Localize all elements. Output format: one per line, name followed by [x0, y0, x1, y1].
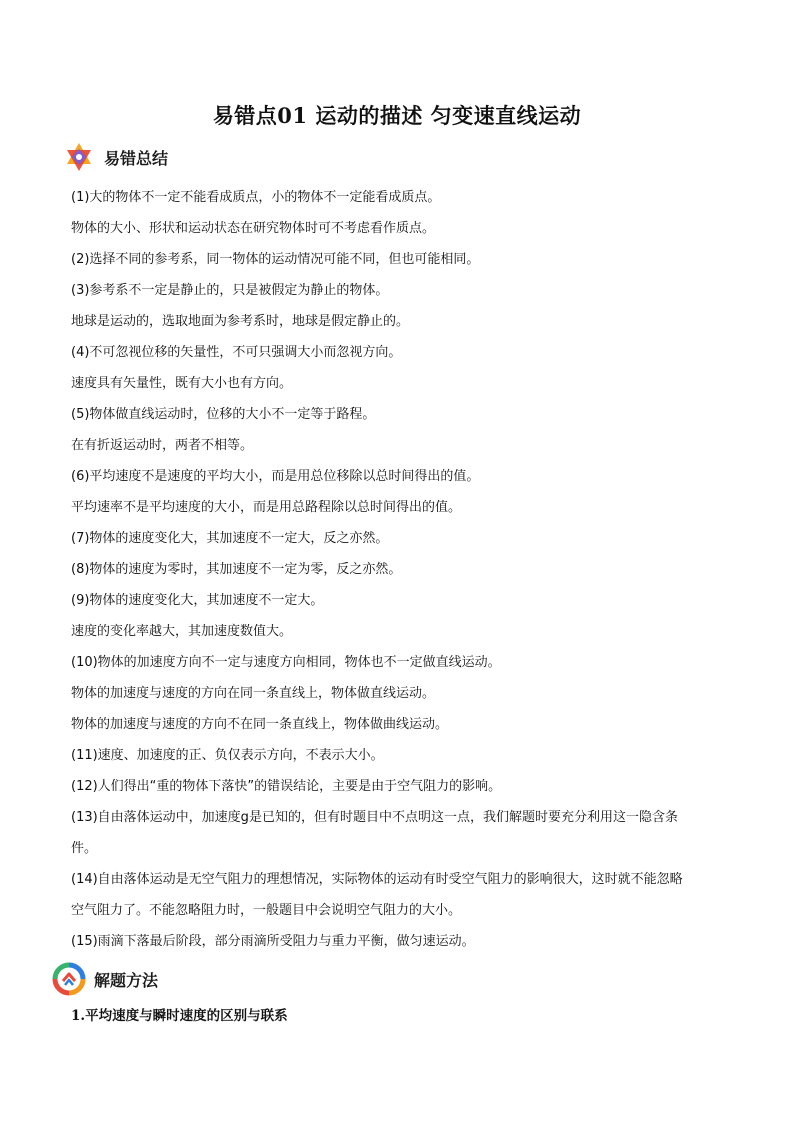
list-item: (10)物体的加速度方向不一定与速度方向相同，物体也不一定做直线运动。	[71, 655, 501, 670]
list-item: 地球是运动的，选取地面为参考系时，地球是假定静止的。	[71, 314, 410, 329]
list-item: (13)自由落体运动中，加速度g是已知的，但有时题目中不点明这一点，我们解题时要充分利用这一隐含条	[71, 810, 678, 825]
list-item: 在有折返运动时，两者不相等。	[71, 438, 254, 453]
list-item: (14)自由落体运动是无空气阻力的理想情况，实际物体的运动有时受空气阻力的影响很大，这时就不能忽略	[71, 872, 683, 887]
list-item: (5)物体做直线运动时，位移的大小不一定等于路程。	[71, 407, 376, 422]
colorful-ring-arrow-icon	[52, 962, 86, 996]
section-header-summary	[62, 140, 168, 174]
list-item: 速度的变化率越大，其加速度数值大。	[71, 624, 293, 639]
list-item: (7)物体的速度变化大，其加速度不一定大，反之亦然。	[71, 531, 389, 546]
section-header-methods	[52, 962, 158, 996]
summary-list	[71, 182, 731, 957]
list-item: 速度具有矢量性，既有大小也有方向。	[71, 376, 293, 391]
subsection-heading: 1.平均速度与瞬时速度的区别与联系	[71, 1008, 288, 1024]
list-item: (6)平均速度不是速度的平均大小，而是用总位移除以总时间得出的值。	[71, 469, 480, 484]
list-item: (4)不可忽视位移的矢量性，不可只强调大小而忽视方向。	[71, 345, 402, 360]
list-item: 平均速率不是平均速度的大小，而是用总路程除以总时间得出的值。	[71, 500, 462, 515]
list-item: (12)人们得出“重的物体下落快”的错误结论，主要是由于空气阻力的影响。	[71, 779, 502, 794]
list-item: 空气阻力了。不能忽略阻力时，一般题目中会说明空气阻力的大小。	[71, 903, 462, 918]
list-item: 物体的大小、形状和运动状态在研究物体时可不考虑看作质点。	[71, 221, 436, 236]
star-of-david-icon	[62, 140, 96, 174]
list-item: 物体的加速度与速度的方向在同一条直线上，物体做直线运动。	[71, 686, 436, 701]
list-item: 件。	[71, 841, 98, 856]
page-title: 易错点01 运动的描述 匀变速直线运动	[212, 103, 582, 128]
list-item: (15)雨滴下落最后阶段，部分雨滴所受阻力与重力平衡，做匀速运动。	[71, 934, 475, 949]
list-item: (11)速度、加速度的正、负仅表示方向，不表示大小。	[71, 748, 384, 763]
list-item: 物体的加速度与速度的方向不在同一条直线上，物体做曲线运动。	[71, 717, 449, 732]
list-item: (8)物体的速度为零时，其加速度不一定为零，反之亦然。	[71, 562, 402, 577]
section-title-summary: 易错总结	[104, 148, 169, 168]
section-title-methods: 解题方法	[94, 970, 159, 990]
list-item: (9)物体的速度变化大，其加速度不一定大。	[71, 593, 324, 608]
list-item: (3)参考系不一定是静止的，只是被假定为静止的物体。	[71, 283, 389, 298]
list-item: (1)大的物体不一定不能看成质点，小的物体不一定能看成质点。	[71, 190, 441, 205]
list-item: (2)选择不同的参考系，同一物体的运动情况可能不同，但也可能相同。	[71, 252, 480, 267]
